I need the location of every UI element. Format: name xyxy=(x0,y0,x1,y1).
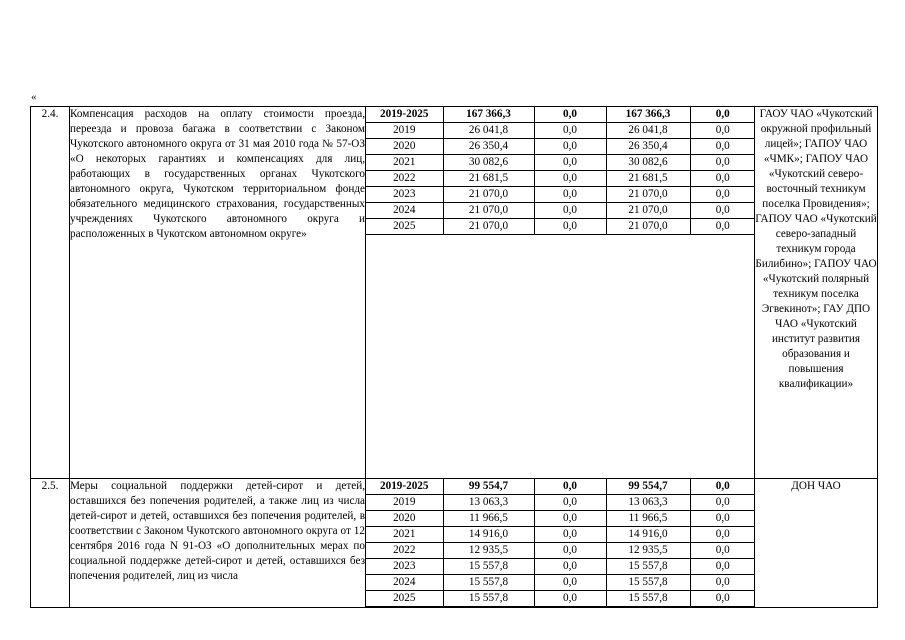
period-cell: 2024 xyxy=(366,575,443,591)
amount-cell: 0,0 xyxy=(534,527,606,543)
amount-cell: 0,0 xyxy=(690,543,755,559)
amount-cell: 0,0 xyxy=(534,495,606,511)
amount-cell: 15 557,8 xyxy=(443,559,534,575)
financing-year-row xyxy=(366,527,755,543)
amount-cell: 14 916,0 xyxy=(606,527,690,543)
period-cell: 2020 xyxy=(366,139,443,155)
amount-cell: 0,0 xyxy=(690,123,755,139)
amount-cell: 0,0 xyxy=(534,139,606,155)
amount-cell: 12 935,5 xyxy=(443,543,534,559)
period-cell: 2019 xyxy=(366,123,443,139)
amount-cell: 0,0 xyxy=(534,203,606,219)
period-cell: 2025 xyxy=(366,219,443,235)
period-cell: 2020 xyxy=(366,511,443,527)
activity-row xyxy=(31,479,878,608)
amount-cell: 0,0 xyxy=(690,203,755,219)
amount-cell: 167 366,3 xyxy=(443,107,534,123)
amount-cell: 15 557,8 xyxy=(606,575,690,591)
amount-cell: 0,0 xyxy=(534,559,606,575)
period-cell: 2019-2025 xyxy=(366,479,443,495)
financing-year-row xyxy=(366,591,755,607)
financing-year-row xyxy=(366,203,755,219)
amount-cell: 11 966,5 xyxy=(606,511,690,527)
responsible-executor: ГАОУ ЧАО «Чукотский окружной профильный лицей»; ГАПОУ ЧАО «ЧМК»; ГАПОУ ЧАО «Чукотский северо-восточный техникум поселка Провидения»; ГАПОУ ЧАО «Чукотский северо-западный техникум города Билибино»; ГАПОУ ЧАО «Чукотский полярный техникум поселка Эгвекинот»; ГАУ ДПО ЧАО «Чукотский институт развития образования и повышения квалификации» xyxy=(755,107,878,479)
amount-cell: 21 681,5 xyxy=(443,171,534,187)
period-cell: 2023 xyxy=(366,187,443,203)
period-cell: 2021 xyxy=(366,155,443,171)
amount-cell: 0,0 xyxy=(690,479,755,495)
period-cell: 2022 xyxy=(366,171,443,187)
amount-cell: 99 554,7 xyxy=(606,479,690,495)
financing-year-row xyxy=(366,219,755,235)
amount-cell: 21 070,0 xyxy=(606,203,690,219)
financing-cell xyxy=(366,479,755,608)
financing-year-row xyxy=(366,559,755,575)
financing-year-row xyxy=(366,543,755,559)
financing-year-row xyxy=(366,575,755,591)
amount-cell: 15 557,8 xyxy=(443,591,534,607)
amount-cell: 167 366,3 xyxy=(606,107,690,123)
amount-cell: 0,0 xyxy=(534,187,606,203)
amount-cell: 0,0 xyxy=(690,511,755,527)
financing-year-row xyxy=(366,187,755,203)
amount-cell: 0,0 xyxy=(534,543,606,559)
financing-year-row xyxy=(366,495,755,511)
amount-cell: 0,0 xyxy=(690,139,755,155)
amount-cell: 0,0 xyxy=(690,187,755,203)
amount-cell: 30 082,6 xyxy=(606,155,690,171)
amount-cell: 0,0 xyxy=(690,495,755,511)
financing-table xyxy=(366,107,755,235)
amount-cell: 0,0 xyxy=(690,155,755,171)
financing-year-row xyxy=(366,139,755,155)
amount-cell: 21 070,0 xyxy=(443,219,534,235)
amount-cell: 0,0 xyxy=(690,559,755,575)
amount-cell: 30 082,6 xyxy=(443,155,534,171)
amount-cell: 0,0 xyxy=(534,107,606,123)
opening-quote-mark: « xyxy=(31,91,37,103)
amount-cell: 21 070,0 xyxy=(443,187,534,203)
financing-total-row xyxy=(366,107,755,123)
amount-cell: 0,0 xyxy=(690,107,755,123)
amount-cell: 15 557,8 xyxy=(606,591,690,607)
amount-cell: 0,0 xyxy=(534,591,606,607)
financing-table xyxy=(366,479,755,607)
amount-cell: 0,0 xyxy=(534,479,606,495)
amount-cell: 21 070,0 xyxy=(443,203,534,219)
amount-cell: 0,0 xyxy=(690,575,755,591)
amount-cell: 21 070,0 xyxy=(606,219,690,235)
amount-cell: 99 554,7 xyxy=(443,479,534,495)
amount-cell: 0,0 xyxy=(534,511,606,527)
program-activities-table xyxy=(30,106,878,608)
financing-year-row xyxy=(366,155,755,171)
amount-cell: 21 070,0 xyxy=(606,187,690,203)
amount-cell: 13 063,3 xyxy=(443,495,534,511)
amount-cell: 13 063,3 xyxy=(606,495,690,511)
responsible-executor: ДОН ЧАО xyxy=(755,479,878,608)
financing-year-row xyxy=(366,123,755,139)
financing-year-row xyxy=(366,171,755,187)
period-cell: 2019-2025 xyxy=(366,107,443,123)
amount-cell: 0,0 xyxy=(534,219,606,235)
activity-description: Компенсация расходов на оплату стоимости проезда, переезда и провоза багажа в соответствии с Законом Чукотского автономного округа от 31 мая 2010 года № 57-ОЗ «О некоторых гарантиях и компенсациях для лиц, работающих в государственных органах Чукотского автономного округа, Чукотском территориальном фонде обязательного медицинского страхования, государственных учреждениях Чукотского автономного округа и расположенных в Чукотском автономном округе» xyxy=(70,107,366,479)
period-cell: 2022 xyxy=(366,543,443,559)
amount-cell: 0,0 xyxy=(534,123,606,139)
table-body xyxy=(31,107,878,608)
amount-cell: 26 041,8 xyxy=(443,123,534,139)
financing-total-row xyxy=(366,479,755,495)
activity-row xyxy=(31,107,878,479)
period-cell: 2023 xyxy=(366,559,443,575)
amount-cell: 15 557,8 xyxy=(443,575,534,591)
amount-cell: 26 041,8 xyxy=(606,123,690,139)
amount-cell: 14 916,0 xyxy=(443,527,534,543)
amount-cell: 21 681,5 xyxy=(606,171,690,187)
amount-cell: 0,0 xyxy=(690,171,755,187)
amount-cell: 0,0 xyxy=(534,155,606,171)
period-cell: 2025 xyxy=(366,591,443,607)
activity-number: 2.4. xyxy=(31,107,70,479)
activity-number: 2.5. xyxy=(31,479,70,608)
amount-cell: 26 350,4 xyxy=(606,139,690,155)
amount-cell: 0,0 xyxy=(690,527,755,543)
period-cell: 2019 xyxy=(366,495,443,511)
amount-cell: 26 350,4 xyxy=(443,139,534,155)
financing-cell xyxy=(366,107,755,479)
amount-cell: 0,0 xyxy=(534,171,606,187)
amount-cell: 12 935,5 xyxy=(606,543,690,559)
financing-year-row xyxy=(366,511,755,527)
period-cell: 2024 xyxy=(366,203,443,219)
activity-description: Меры социальной поддержки детей-сирот и детей, оставшихся без попечения родителей, а также лиц из числа детей-сирот и детей, оставшихся без попечения родителей, в соответствии с Законом Чукотского автономного округа от 12 сентября 2016 года N 91-ОЗ «О дополнительных мерах по социальной поддержке детей-сирот и детей, оставшихся без попечения родителей, лиц из числа xyxy=(70,479,366,608)
amount-cell: 0,0 xyxy=(690,591,755,607)
amount-cell: 11 966,5 xyxy=(443,511,534,527)
amount-cell: 0,0 xyxy=(534,575,606,591)
amount-cell: 0,0 xyxy=(690,219,755,235)
amount-cell: 15 557,8 xyxy=(606,559,690,575)
period-cell: 2021 xyxy=(366,527,443,543)
